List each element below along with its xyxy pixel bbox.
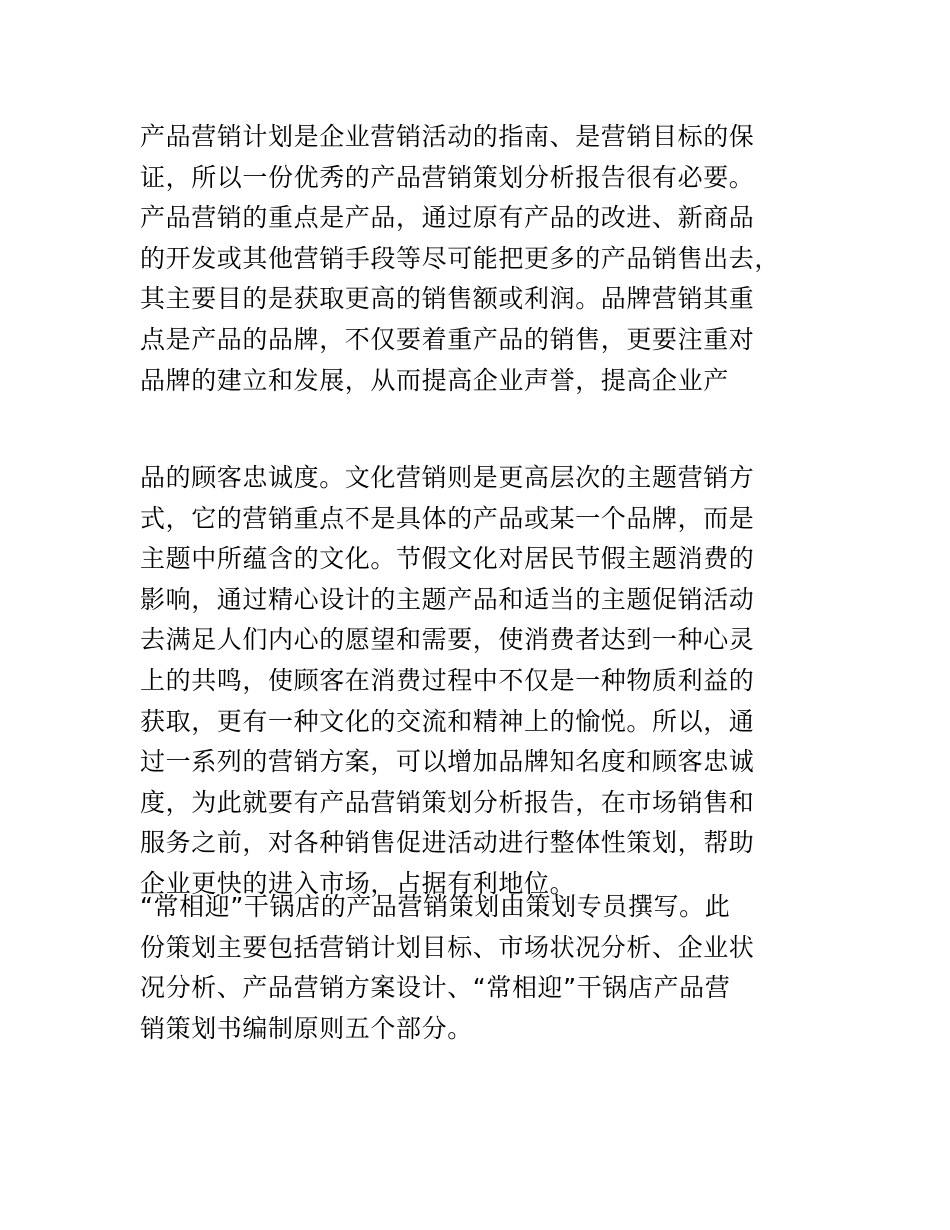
text-line: 产品营销计划是企业营销活动的指南、是营销目标的保 [140,122,755,151]
text-line: 况分析、产品营销方案设计、“常相迎”干锅店产品营 [140,973,731,1003]
text-line: 其主要目的是获取更高的销售额或利润。品牌营销其重 [140,284,755,314]
text-line: 主题中所蕴含的文化。节假文化对居民节假主题消费的 [140,544,755,574]
text-line: “常相迎”干锅店的产品营销策划由策划专员撰写。此 [140,892,731,921]
text-line: 获取，更有一种文化的交流和精神上的愉悦。所以，通 [140,706,755,736]
paragraph-3 [140,887,840,1049]
text-line: 品牌的建立和发展，从而提高企业声誉，提高企业产 [140,365,729,395]
text-line: 上的共鸣，使顾客在消费过程中不仅是一种物质利益的 [140,665,755,695]
text-line: 服务之前，对各种销售促进活动进行整体性策划，帮助 [140,828,755,858]
text-line: 度，为此就要有产品营销策划分析报告，在市场销售和 [140,787,755,817]
text-line: 过一系列的营销方案，可以增加品牌知名度和顾客忠诚 [140,747,755,777]
paragraph-2 [140,458,840,905]
text-line: 份策划主要包括营销计划目标、市场状况分析、企业状 [140,932,755,962]
text-line: 点是产品的品牌，不仅要着重产品的销售，更要注重对 [140,324,755,354]
text-line: 证，所以一份优秀的产品营销策划分析报告很有必要。 [140,162,755,192]
text-line: 产品营销的重点是产品，通过原有产品的改进、新商品 [140,203,755,233]
paragraph-1 [140,117,840,401]
text-line: 销策划书编制原则五个部分。 [140,1013,473,1043]
text-line: 企业更快的进入市场，占据有利地位。 [140,868,576,898]
text-line: 影响，通过精心设计的主题产品和适当的主题促销活动 [140,584,755,614]
text-line: 式，它的营销重点不是具体的产品或某一个品牌，而是 [140,503,755,533]
text-line: 的开发或其他营销手段等尽可能把更多的产品销售出去， [140,243,781,273]
text-line: 品的顾客忠诚度。文化营销则是更高层次的主题营销方 [140,463,755,492]
text-line: 去满足人们内心的愿望和需要，使消费者达到一种心灵 [140,625,755,655]
